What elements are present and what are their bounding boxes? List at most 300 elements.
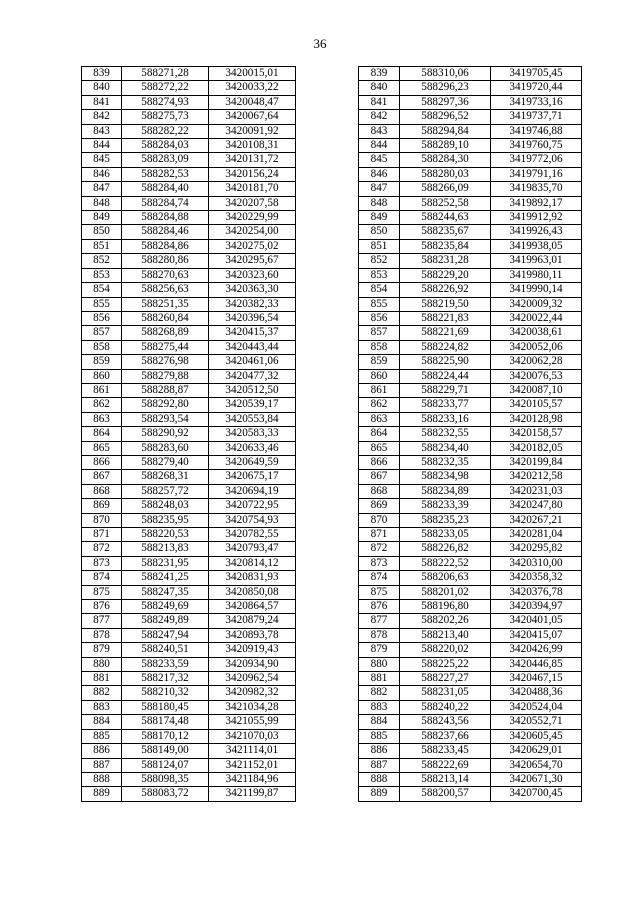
x-coordinate-cell: 588233,05 <box>400 528 491 542</box>
x-coordinate-cell: 588310,06 <box>400 67 491 81</box>
table-row <box>82 81 296 95</box>
point-number-cell: 839 <box>359 67 400 81</box>
y-coordinate-cell: 3419963,01 <box>491 254 582 268</box>
y-coordinate-cell: 3420583,33 <box>209 427 296 441</box>
y-coordinate-cell: 3420831,93 <box>209 571 296 585</box>
y-coordinate-cell: 3420919,43 <box>209 643 296 657</box>
table-row <box>82 95 296 109</box>
x-coordinate-cell: 588296,52 <box>400 110 491 124</box>
x-coordinate-cell: 588233,39 <box>400 499 491 513</box>
y-coordinate-cell: 3420754,93 <box>209 513 296 527</box>
y-coordinate-cell: 3420199,84 <box>491 455 582 469</box>
y-coordinate-cell: 3420793,47 <box>209 542 296 556</box>
table-row <box>359 499 582 513</box>
x-coordinate-cell: 588284,86 <box>122 239 209 253</box>
x-coordinate-cell: 588213,40 <box>400 628 491 642</box>
y-coordinate-cell: 3420281,04 <box>491 528 582 542</box>
point-number-cell: 870 <box>359 513 400 527</box>
x-coordinate-cell: 588234,89 <box>400 484 491 498</box>
point-number-cell: 857 <box>359 326 400 340</box>
x-coordinate-cell: 588268,89 <box>122 326 209 340</box>
table-row <box>359 744 582 758</box>
x-coordinate-cell: 588149,00 <box>122 744 209 758</box>
table-row <box>359 225 582 239</box>
x-coordinate-cell: 588241,25 <box>122 571 209 585</box>
y-coordinate-cell: 3420401,05 <box>491 614 582 628</box>
point-number-cell: 871 <box>82 528 122 542</box>
point-number-cell: 845 <box>82 153 122 167</box>
point-number-cell: 876 <box>359 600 400 614</box>
y-coordinate-cell: 3420426,99 <box>491 643 582 657</box>
point-number-cell: 861 <box>82 383 122 397</box>
x-coordinate-cell: 588220,53 <box>122 528 209 542</box>
point-number-cell: 853 <box>359 268 400 282</box>
y-coordinate-cell: 3419980,11 <box>491 268 582 282</box>
y-coordinate-cell: 3420033,22 <box>209 81 296 95</box>
table-row <box>359 427 582 441</box>
x-coordinate-cell: 588280,86 <box>122 254 209 268</box>
x-coordinate-cell: 588222,69 <box>400 758 491 772</box>
point-number-cell: 889 <box>359 787 400 801</box>
y-coordinate-cell: 3420128,98 <box>491 412 582 426</box>
y-coordinate-cell: 3420376,78 <box>491 585 582 599</box>
x-coordinate-cell: 588276,98 <box>122 355 209 369</box>
table-row <box>82 556 296 570</box>
table-row <box>82 196 296 210</box>
y-coordinate-cell: 3419760,75 <box>491 139 582 153</box>
y-coordinate-cell: 3420461,06 <box>209 355 296 369</box>
table-row <box>359 643 582 657</box>
table-row <box>359 729 582 743</box>
x-coordinate-cell: 588098,35 <box>122 772 209 786</box>
y-coordinate-cell: 3421184,96 <box>209 772 296 786</box>
x-coordinate-cell: 588124,07 <box>122 758 209 772</box>
point-number-cell: 878 <box>359 628 400 642</box>
x-coordinate-cell: 588284,40 <box>122 182 209 196</box>
x-coordinate-cell: 588280,03 <box>400 167 491 181</box>
point-number-cell: 863 <box>359 412 400 426</box>
y-coordinate-cell: 3420067,64 <box>209 110 296 124</box>
y-coordinate-cell: 3420488,36 <box>491 686 582 700</box>
table-row <box>82 283 296 297</box>
y-coordinate-cell: 3420934,90 <box>209 657 296 671</box>
y-coordinate-cell: 3420182,05 <box>491 441 582 455</box>
x-coordinate-cell: 588244,63 <box>400 211 491 225</box>
x-coordinate-cell: 588249,69 <box>122 600 209 614</box>
y-coordinate-cell: 3419892,17 <box>491 196 582 210</box>
point-number-cell: 843 <box>82 124 122 138</box>
point-number-cell: 882 <box>359 686 400 700</box>
point-number-cell: 855 <box>82 297 122 311</box>
table-row <box>82 110 296 124</box>
point-number-cell: 854 <box>82 283 122 297</box>
table-row <box>82 600 296 614</box>
point-number-cell: 881 <box>359 672 400 686</box>
y-coordinate-cell: 3419926,43 <box>491 225 582 239</box>
x-coordinate-cell: 588247,94 <box>122 628 209 642</box>
table-row <box>82 686 296 700</box>
table-row <box>359 758 582 772</box>
y-coordinate-cell: 3419733,16 <box>491 95 582 109</box>
point-number-cell: 885 <box>359 729 400 743</box>
table-row <box>82 643 296 657</box>
y-coordinate-cell: 3420782,55 <box>209 528 296 542</box>
x-coordinate-cell: 588233,77 <box>400 398 491 412</box>
x-coordinate-cell: 588279,88 <box>122 369 209 383</box>
point-number-cell: 859 <box>359 355 400 369</box>
y-coordinate-cell: 3420108,31 <box>209 139 296 153</box>
table-row <box>359 542 582 556</box>
table-row <box>359 340 582 354</box>
point-number-cell: 889 <box>82 787 122 801</box>
table-row <box>359 355 582 369</box>
point-number-cell: 888 <box>359 772 400 786</box>
x-coordinate-cell: 588174,48 <box>122 715 209 729</box>
point-number-cell: 851 <box>82 239 122 253</box>
point-number-cell: 879 <box>82 643 122 657</box>
table-row <box>359 311 582 325</box>
x-coordinate-cell: 588271,28 <box>122 67 209 81</box>
point-number-cell: 877 <box>82 614 122 628</box>
x-coordinate-cell: 588233,59 <box>122 657 209 671</box>
point-number-cell: 841 <box>82 95 122 109</box>
y-coordinate-cell: 3420038,61 <box>491 326 582 340</box>
table-row <box>82 355 296 369</box>
y-coordinate-cell: 3420229,99 <box>209 211 296 225</box>
point-number-cell: 870 <box>82 513 122 527</box>
point-number-cell: 882 <box>82 686 122 700</box>
left-coordinates-table <box>81 66 296 802</box>
table-row <box>82 211 296 225</box>
table-row <box>82 772 296 786</box>
y-coordinate-cell: 3421055,99 <box>209 715 296 729</box>
table-row <box>359 672 582 686</box>
x-coordinate-cell: 588231,95 <box>122 556 209 570</box>
x-coordinate-cell: 588232,35 <box>400 455 491 469</box>
table-row <box>359 369 582 383</box>
table-row <box>359 455 582 469</box>
table-row <box>359 326 582 340</box>
point-number-cell: 841 <box>359 95 400 109</box>
y-coordinate-cell: 3420048,47 <box>209 95 296 109</box>
table-row <box>359 470 582 484</box>
x-coordinate-cell: 588247,35 <box>122 585 209 599</box>
y-coordinate-cell: 3420700,45 <box>491 787 582 801</box>
table-row <box>82 571 296 585</box>
y-coordinate-cell: 3420052,06 <box>491 340 582 354</box>
y-coordinate-cell: 3420850,08 <box>209 585 296 599</box>
y-coordinate-cell: 3420864,57 <box>209 600 296 614</box>
x-coordinate-cell: 588282,53 <box>122 167 209 181</box>
y-coordinate-cell: 3419912,92 <box>491 211 582 225</box>
table-row <box>359 167 582 181</box>
point-number-cell: 875 <box>359 585 400 599</box>
table-row <box>82 124 296 138</box>
x-coordinate-cell: 588231,28 <box>400 254 491 268</box>
y-coordinate-cell: 3420443,44 <box>209 340 296 354</box>
point-number-cell: 887 <box>82 758 122 772</box>
x-coordinate-cell: 588297,36 <box>400 95 491 109</box>
point-number-cell: 860 <box>359 369 400 383</box>
table-row <box>359 772 582 786</box>
y-coordinate-cell: 3420295,67 <box>209 254 296 268</box>
y-coordinate-cell: 3420962,54 <box>209 672 296 686</box>
x-coordinate-cell: 588270,63 <box>122 268 209 282</box>
x-coordinate-cell: 588226,92 <box>400 283 491 297</box>
point-number-cell: 876 <box>82 600 122 614</box>
x-coordinate-cell: 588202,26 <box>400 614 491 628</box>
point-number-cell: 862 <box>82 398 122 412</box>
point-number-cell: 874 <box>82 571 122 585</box>
x-coordinate-cell: 588226,82 <box>400 542 491 556</box>
y-coordinate-cell: 3421070,03 <box>209 729 296 743</box>
y-coordinate-cell: 3420295,82 <box>491 542 582 556</box>
table-row <box>359 139 582 153</box>
x-coordinate-cell: 588256,63 <box>122 283 209 297</box>
table-row <box>82 427 296 441</box>
y-coordinate-cell: 3420275,02 <box>209 239 296 253</box>
y-coordinate-cell: 3421152,01 <box>209 758 296 772</box>
y-coordinate-cell: 3420076,53 <box>491 369 582 383</box>
point-number-cell: 843 <box>359 124 400 138</box>
table-row <box>359 196 582 210</box>
point-number-cell: 881 <box>82 672 122 686</box>
x-coordinate-cell: 588180,45 <box>122 700 209 714</box>
table-row <box>82 326 296 340</box>
point-number-cell: 867 <box>82 470 122 484</box>
point-number-cell: 844 <box>82 139 122 153</box>
table-row <box>82 225 296 239</box>
x-coordinate-cell: 588235,84 <box>400 239 491 253</box>
table-row <box>359 528 582 542</box>
point-number-cell: 858 <box>359 340 400 354</box>
point-number-cell: 888 <box>82 772 122 786</box>
point-number-cell: 844 <box>359 139 400 153</box>
table-row <box>82 369 296 383</box>
x-coordinate-cell: 588224,44 <box>400 369 491 383</box>
x-coordinate-cell: 588243,56 <box>400 715 491 729</box>
point-number-cell: 872 <box>359 542 400 556</box>
table-row <box>82 383 296 397</box>
point-number-cell: 851 <box>359 239 400 253</box>
y-coordinate-cell: 3420267,21 <box>491 513 582 527</box>
y-coordinate-cell: 3420131,72 <box>209 153 296 167</box>
y-coordinate-cell: 3420062,28 <box>491 355 582 369</box>
y-coordinate-cell: 3420415,37 <box>209 326 296 340</box>
point-number-cell: 869 <box>359 499 400 513</box>
x-coordinate-cell: 588221,69 <box>400 326 491 340</box>
x-coordinate-cell: 588240,51 <box>122 643 209 657</box>
x-coordinate-cell: 588268,31 <box>122 470 209 484</box>
page-number: 36 <box>313 36 327 51</box>
table-row <box>359 211 582 225</box>
point-number-cell: 852 <box>82 254 122 268</box>
x-coordinate-cell: 588237,66 <box>400 729 491 743</box>
y-coordinate-cell: 3419938,05 <box>491 239 582 253</box>
table-row <box>359 254 582 268</box>
point-number-cell: 879 <box>359 643 400 657</box>
x-coordinate-cell: 588213,14 <box>400 772 491 786</box>
y-coordinate-cell: 3419791,16 <box>491 167 582 181</box>
x-coordinate-cell: 588284,88 <box>122 211 209 225</box>
table-row <box>359 239 582 253</box>
point-number-cell: 885 <box>82 729 122 743</box>
table-row <box>82 139 296 153</box>
x-coordinate-cell: 588252,58 <box>400 196 491 210</box>
table-row <box>359 124 582 138</box>
point-number-cell: 848 <box>82 196 122 210</box>
y-coordinate-cell: 3419705,45 <box>491 67 582 81</box>
x-coordinate-cell: 588229,20 <box>400 268 491 282</box>
x-coordinate-cell: 588240,22 <box>400 700 491 714</box>
point-number-cell: 848 <box>359 196 400 210</box>
table-row <box>82 268 296 282</box>
table-row <box>82 758 296 772</box>
x-coordinate-cell: 588248,03 <box>122 499 209 513</box>
x-coordinate-cell: 588224,82 <box>400 340 491 354</box>
table-row <box>82 67 296 81</box>
table-row <box>359 585 582 599</box>
table-row <box>359 571 582 585</box>
point-number-cell: 861 <box>359 383 400 397</box>
point-number-cell: 868 <box>82 484 122 498</box>
table-row <box>359 383 582 397</box>
y-coordinate-cell: 3420633,46 <box>209 441 296 455</box>
point-number-cell: 883 <box>359 700 400 714</box>
point-number-cell: 863 <box>82 412 122 426</box>
y-coordinate-cell: 3421114,01 <box>209 744 296 758</box>
x-coordinate-cell: 588292,80 <box>122 398 209 412</box>
y-coordinate-cell: 3420553,84 <box>209 412 296 426</box>
table-row <box>82 167 296 181</box>
x-coordinate-cell: 588231,05 <box>400 686 491 700</box>
table-row <box>359 268 582 282</box>
y-coordinate-cell: 3420009,32 <box>491 297 582 311</box>
point-number-cell: 849 <box>82 211 122 225</box>
x-coordinate-cell: 588284,30 <box>400 153 491 167</box>
x-coordinate-cell: 588284,46 <box>122 225 209 239</box>
table-row <box>359 398 582 412</box>
point-number-cell: 866 <box>82 455 122 469</box>
table-row <box>82 311 296 325</box>
point-number-cell: 857 <box>82 326 122 340</box>
x-coordinate-cell: 588217,32 <box>122 672 209 686</box>
table-row <box>82 715 296 729</box>
right-coordinates-table <box>358 66 582 802</box>
table-row <box>359 628 582 642</box>
table-row <box>359 110 582 124</box>
x-coordinate-cell: 588294,84 <box>400 124 491 138</box>
x-coordinate-cell: 588283,09 <box>122 153 209 167</box>
y-coordinate-cell: 3420467,15 <box>491 672 582 686</box>
table-row <box>82 628 296 642</box>
y-coordinate-cell: 3420524,04 <box>491 700 582 714</box>
point-number-cell: 856 <box>82 311 122 325</box>
table-row <box>359 67 582 81</box>
y-coordinate-cell: 3420649,59 <box>209 455 296 469</box>
y-coordinate-cell: 3420396,54 <box>209 311 296 325</box>
table-row <box>82 499 296 513</box>
table-row <box>359 715 582 729</box>
x-coordinate-cell: 588283,60 <box>122 441 209 455</box>
x-coordinate-cell: 588272,22 <box>122 81 209 95</box>
point-number-cell: 875 <box>82 585 122 599</box>
table-row <box>82 153 296 167</box>
point-number-cell: 840 <box>359 81 400 95</box>
point-number-cell: 864 <box>82 427 122 441</box>
y-coordinate-cell: 3421199,87 <box>209 787 296 801</box>
point-number-cell: 880 <box>82 657 122 671</box>
x-coordinate-cell: 588251,35 <box>122 297 209 311</box>
point-number-cell: 886 <box>359 744 400 758</box>
table-row <box>359 686 582 700</box>
point-number-cell: 884 <box>359 715 400 729</box>
y-coordinate-cell: 3419772,06 <box>491 153 582 167</box>
table-row <box>82 787 296 801</box>
point-number-cell: 856 <box>359 311 400 325</box>
x-coordinate-cell: 588225,22 <box>400 657 491 671</box>
table-row <box>82 441 296 455</box>
table-row <box>359 441 582 455</box>
x-coordinate-cell: 588201,02 <box>400 585 491 599</box>
y-coordinate-cell: 3420212,58 <box>491 470 582 484</box>
point-number-cell: 850 <box>359 225 400 239</box>
table-row <box>82 254 296 268</box>
point-number-cell: 869 <box>82 499 122 513</box>
point-number-cell: 883 <box>82 700 122 714</box>
table-row <box>359 412 582 426</box>
point-number-cell: 846 <box>359 167 400 181</box>
table-row <box>359 297 582 311</box>
x-coordinate-cell: 588260,84 <box>122 311 209 325</box>
y-coordinate-cell: 3420105,57 <box>491 398 582 412</box>
y-coordinate-cell: 3420539,17 <box>209 398 296 412</box>
y-coordinate-cell: 3419990,14 <box>491 283 582 297</box>
x-coordinate-cell: 588296,23 <box>400 81 491 95</box>
point-number-cell: 880 <box>359 657 400 671</box>
table-row <box>82 239 296 253</box>
x-coordinate-cell: 588290,92 <box>122 427 209 441</box>
table-row <box>359 513 582 527</box>
x-coordinate-cell: 588220,02 <box>400 643 491 657</box>
table-row <box>82 470 296 484</box>
point-number-cell: 847 <box>82 182 122 196</box>
point-number-cell: 862 <box>359 398 400 412</box>
table-row <box>82 700 296 714</box>
y-coordinate-cell: 3420022,44 <box>491 311 582 325</box>
x-coordinate-cell: 588196,80 <box>400 600 491 614</box>
x-coordinate-cell: 588284,74 <box>122 196 209 210</box>
y-coordinate-cell: 3420207,58 <box>209 196 296 210</box>
x-coordinate-cell: 588234,98 <box>400 470 491 484</box>
point-number-cell: 878 <box>82 628 122 642</box>
point-number-cell: 887 <box>359 758 400 772</box>
point-number-cell: 865 <box>359 441 400 455</box>
point-number-cell: 867 <box>359 470 400 484</box>
y-coordinate-cell: 3420814,12 <box>209 556 296 570</box>
x-coordinate-cell: 588210,32 <box>122 686 209 700</box>
y-coordinate-cell: 3420358,32 <box>491 571 582 585</box>
point-number-cell: 842 <box>82 110 122 124</box>
y-coordinate-cell: 3420477,32 <box>209 369 296 383</box>
x-coordinate-cell: 588219,50 <box>400 297 491 311</box>
table-row <box>359 182 582 196</box>
x-coordinate-cell: 588275,73 <box>122 110 209 124</box>
y-coordinate-cell: 3420015,01 <box>209 67 296 81</box>
y-coordinate-cell: 3420654,70 <box>491 758 582 772</box>
point-number-cell: 852 <box>359 254 400 268</box>
point-number-cell: 874 <box>359 571 400 585</box>
